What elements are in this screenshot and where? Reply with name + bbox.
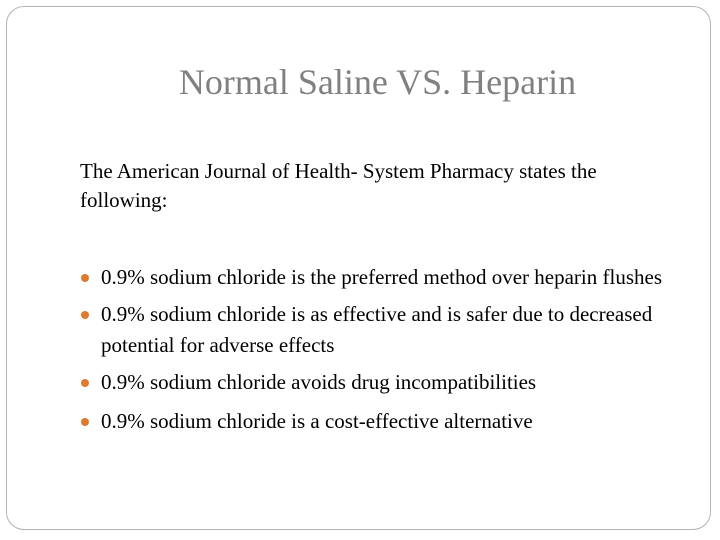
bullet-item bbox=[80, 262, 690, 293]
intro-text: The American Journal of Health- System Pharmacy states the following: bbox=[80, 159, 597, 212]
bullet-item bbox=[80, 406, 690, 437]
bullet-text: 0.9% sodium chloride is as effective and is safer due to decreased potential for adverse effects bbox=[101, 302, 653, 357]
bullet-text: 0.9% sodium chloride is a cost-effective alternative bbox=[101, 409, 533, 433]
slide-title: Normal Saline VS. Heparin bbox=[178, 62, 577, 102]
bullet-item bbox=[80, 299, 690, 361]
bullet-text: 0.9% sodium chloride is the preferred method over heparin flushes bbox=[101, 265, 663, 289]
bullet-icon bbox=[81, 418, 89, 426]
bullet-icon bbox=[81, 379, 89, 387]
bullet-icon bbox=[81, 311, 89, 319]
bullet-list bbox=[80, 262, 690, 443]
bullet-item bbox=[80, 367, 690, 398]
bullet-text: 0.9% sodium chloride avoids drug incompatibilities bbox=[101, 370, 537, 394]
bullet-icon bbox=[81, 274, 89, 282]
